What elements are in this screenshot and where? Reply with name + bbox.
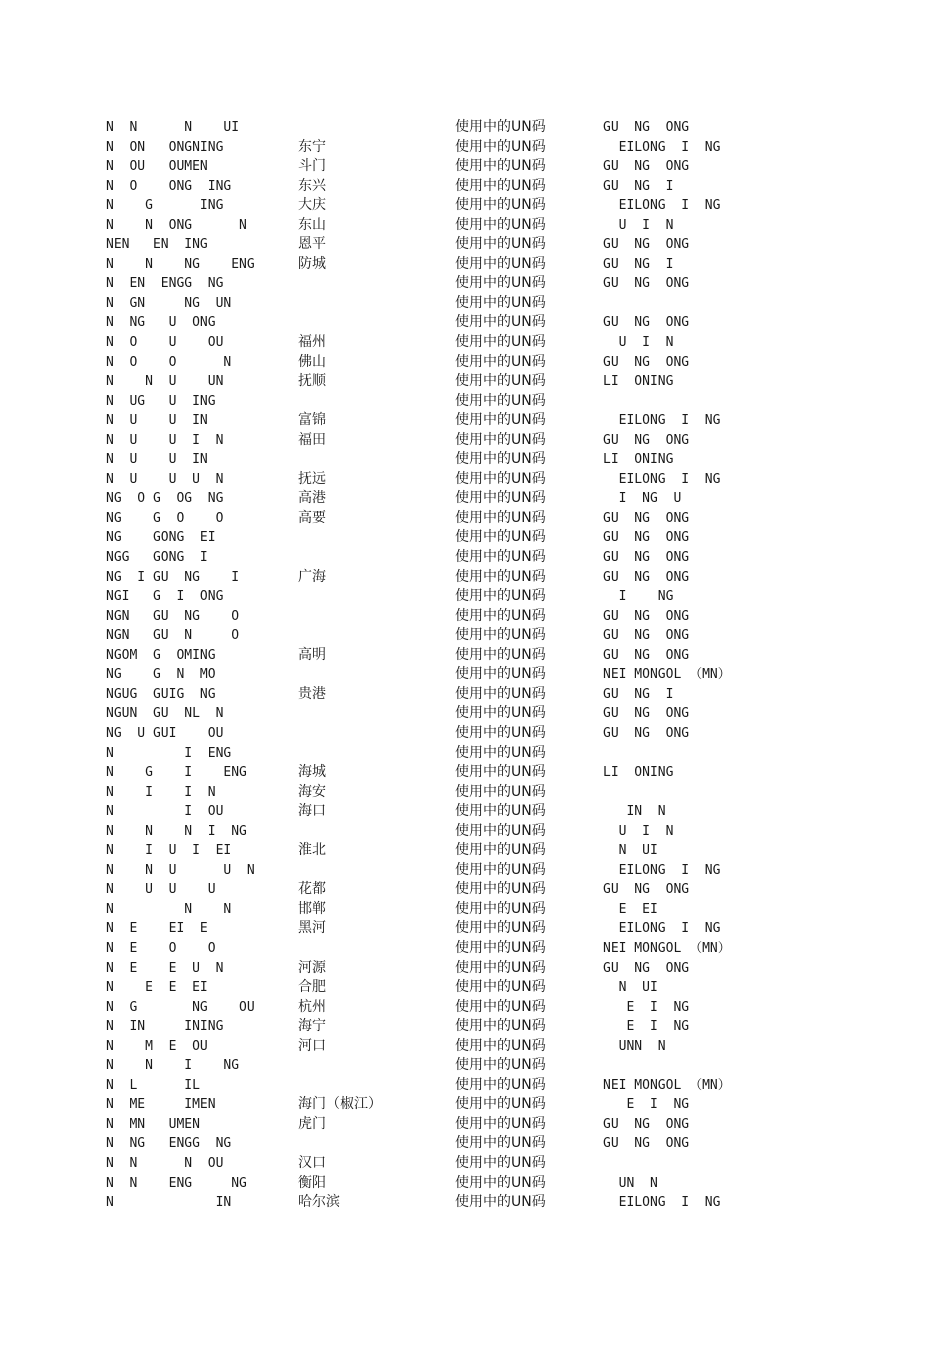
un-code-cell: N I I N: [106, 784, 216, 800]
status-cell: 使用中的UN码: [455, 470, 546, 487]
city-name-cell: 抚远: [298, 470, 326, 487]
province-cell: GU NG ONG: [603, 882, 690, 898]
table-row: [0, 431, 950, 451]
city-name-cell: 淮北: [298, 842, 326, 859]
un-code-cell: N E E U N: [106, 960, 224, 976]
un-code-cell: NG O G OG NG: [106, 491, 224, 507]
un-code-cell: N N N I NG: [106, 823, 247, 839]
un-code-cell: NG G N MO: [106, 667, 216, 683]
un-code-cell: N E E EI: [106, 980, 208, 996]
table-row: [0, 822, 950, 842]
province-cell: GU NG ONG: [603, 315, 690, 331]
city-name-cell: 海城: [298, 764, 326, 781]
table-row: [0, 665, 950, 685]
province-cell: GU NG ONG: [603, 159, 690, 175]
city-name-cell: 花都: [298, 881, 326, 898]
table-row: [0, 1134, 950, 1154]
un-code-cell: NGUN GU NL N: [106, 706, 224, 722]
status-cell: 使用中的UN码: [455, 451, 546, 468]
un-code-cell: N UG U ING: [106, 393, 216, 409]
un-code-cell: N GN NG UN: [106, 295, 232, 311]
un-code-cell: NGUG GUIG NG: [106, 686, 216, 702]
status-cell: 使用中的UN码: [455, 842, 546, 859]
un-code-cell: NGN GU N O: [106, 628, 240, 644]
status-cell: 使用中的UN码: [455, 373, 546, 390]
province-cell: EILONG I NG: [603, 139, 721, 155]
province-cell: I NG U: [603, 491, 682, 507]
province-cell: E I NG: [603, 999, 690, 1015]
status-cell: 使用中的UN码: [455, 568, 546, 585]
table-row: [0, 177, 950, 197]
table-row: [0, 626, 950, 646]
city-name-cell: 海安: [298, 783, 326, 800]
province-cell: GU NG ONG: [603, 120, 690, 135]
table-row: [0, 138, 950, 158]
status-cell: 使用中的UN码: [455, 627, 546, 644]
un-code-cell: N N U UN: [106, 374, 224, 390]
status-cell: 使用中的UN码: [455, 1096, 546, 1113]
table-row: [0, 333, 950, 353]
city-name-cell: 东兴: [298, 177, 326, 194]
status-cell: 使用中的UN码: [455, 392, 546, 409]
status-cell: 使用中的UN码: [455, 255, 546, 272]
city-name-cell: 贵港: [298, 685, 326, 702]
table-row: [0, 880, 950, 900]
city-name-cell: 大庆: [298, 197, 326, 214]
status-cell: 使用中的UN码: [455, 803, 546, 820]
province-cell: GU NG ONG: [603, 647, 690, 663]
province-cell: GU NG I: [603, 256, 674, 272]
status-cell: 使用中的UN码: [455, 900, 546, 917]
province-cell: EILONG I NG: [603, 471, 721, 487]
province-cell: GU NG ONG: [603, 608, 690, 624]
status-cell: 使用中的UN码: [455, 822, 546, 839]
city-name-cell: 汉口: [298, 1154, 326, 1171]
table-row: [0, 900, 950, 920]
un-code-cell: N G ING: [106, 198, 224, 214]
table-row: [0, 294, 950, 314]
status-cell: 使用中的UN码: [455, 275, 546, 292]
un-code-cell: NG G O O: [106, 510, 224, 526]
city-name-cell: 福田: [298, 431, 326, 448]
un-code-cell: N N N UI: [106, 120, 240, 135]
status-cell: 使用中的UN码: [455, 177, 546, 194]
un-code-cell: N E O O: [106, 940, 216, 956]
table-row: [0, 372, 950, 392]
city-name-cell: 抚顺: [298, 373, 326, 390]
table-row: [0, 216, 950, 236]
city-name-cell: 河源: [298, 959, 326, 976]
un-code-cell: N U U I N: [106, 432, 224, 448]
table-row: [0, 841, 950, 861]
table-row: [0, 1037, 950, 1057]
province-cell: GU NG I: [603, 178, 674, 194]
city-name-cell: 杭州: [298, 998, 326, 1015]
city-name-cell: 河口: [298, 1037, 326, 1054]
city-name-cell: 东山: [298, 216, 326, 233]
province-cell: GU NG ONG: [603, 276, 690, 292]
status-cell: 使用中的UN码: [455, 685, 546, 702]
status-cell: 使用中的UN码: [455, 314, 546, 331]
province-cell: GU NG ONG: [603, 706, 690, 722]
status-cell: 使用中的UN码: [455, 705, 546, 722]
table-row: [0, 1076, 950, 1096]
un-code-cell: NG I GU NG I: [106, 569, 240, 585]
table-row: [0, 313, 950, 333]
city-name-cell: 斗门: [298, 158, 326, 175]
province-cell: GU NG ONG: [603, 1136, 690, 1152]
status-cell: 使用中的UN码: [455, 334, 546, 351]
un-code-cell: NG GONG EI: [106, 530, 216, 546]
un-code-cell: N G I ENG: [106, 765, 247, 781]
province-cell: E I NG: [603, 1019, 690, 1035]
status-cell: 使用中的UN码: [455, 724, 546, 741]
status-cell: 使用中的UN码: [455, 764, 546, 781]
un-code-cell: NG U GUI OU: [106, 725, 224, 741]
un-code-cell: N O ONG ING: [106, 178, 232, 194]
province-cell: U I N: [603, 823, 674, 839]
un-code-cell: N U U IN: [106, 452, 208, 468]
table-row: [0, 744, 950, 764]
table-row: [0, 1056, 950, 1076]
city-name-cell: 海门（椒江）: [298, 1096, 382, 1113]
un-code-cell: N NG ENGG NG: [106, 1136, 232, 1152]
province-cell: EILONG I NG: [603, 1195, 721, 1211]
un-code-cell: N OU OUMEN: [106, 159, 208, 175]
un-code-cell: N N N: [106, 901, 232, 917]
un-code-cell: N IN INING: [106, 1019, 224, 1035]
un-code-cell: NGI G I ONG: [106, 589, 224, 605]
table-row: [0, 939, 950, 959]
status-cell: 使用中的UN码: [455, 1018, 546, 1035]
un-code-cell: N N U U N: [106, 862, 255, 878]
status-cell: 使用中的UN码: [455, 197, 546, 214]
table-row: [0, 470, 950, 490]
un-code-cell: N N N OU: [106, 1155, 224, 1171]
table-row: [0, 450, 950, 470]
table-row: [0, 724, 950, 744]
province-cell: GU NG ONG: [603, 237, 690, 253]
status-cell: 使用中的UN码: [455, 920, 546, 937]
table-row: [0, 783, 950, 803]
province-cell: GU NG ONG: [603, 510, 690, 526]
un-code-cell: N N ENG NG: [106, 1175, 247, 1191]
table-row: [0, 1174, 950, 1194]
province-cell: E EI: [603, 901, 658, 917]
province-cell: UN N: [603, 1175, 658, 1191]
status-cell: 使用中的UN码: [455, 1154, 546, 1171]
city-name-cell: 富锦: [298, 412, 326, 429]
province-cell: IN N: [603, 804, 666, 820]
table-row: [0, 587, 950, 607]
status-cell: 使用中的UN码: [455, 236, 546, 253]
province-cell: EILONG I NG: [603, 413, 721, 429]
status-cell: 使用中的UN码: [455, 158, 546, 175]
table-row: [0, 959, 950, 979]
status-cell: 使用中的UN码: [455, 939, 546, 956]
un-code-cell: N EN ENGG NG: [106, 276, 224, 292]
status-cell: 使用中的UN码: [455, 490, 546, 507]
table-row: [0, 392, 950, 412]
status-cell: 使用中的UN码: [455, 216, 546, 233]
province-cell: LI ONING: [603, 374, 674, 390]
city-name-cell: 邯郸: [298, 900, 326, 917]
table-row: [0, 978, 950, 998]
table-row: [0, 1095, 950, 1115]
table-row: [0, 1193, 950, 1213]
status-cell: 使用中的UN码: [455, 1115, 546, 1132]
un-code-cell: N U U U: [106, 882, 216, 898]
table-row: [0, 157, 950, 177]
status-cell: 使用中的UN码: [455, 979, 546, 996]
status-cell: 使用中的UN码: [455, 549, 546, 566]
province-cell: E I NG: [603, 1097, 690, 1113]
city-name-cell: 恩平: [298, 236, 326, 253]
un-code-cell: N ON ONGNING: [106, 139, 224, 155]
table-row: [0, 274, 950, 294]
un-code-cell: N I U I EI: [106, 843, 232, 859]
table-row: [0, 919, 950, 939]
table-row: [0, 255, 950, 275]
status-cell: 使用中的UN码: [455, 138, 546, 155]
city-name-cell: 哈尔滨: [298, 1194, 340, 1211]
province-cell: U I N: [603, 335, 674, 351]
city-name-cell: 东宁: [298, 138, 326, 155]
un-code-cell: N I ENG: [106, 745, 232, 761]
table-row: [0, 489, 950, 509]
province-cell: GU NG ONG: [603, 354, 690, 370]
province-cell: NEI MONGOL （MN）: [603, 667, 731, 683]
province-cell: GU NG ONG: [603, 530, 690, 546]
table-row: [0, 118, 950, 138]
un-code-cell: N O O N: [106, 354, 232, 370]
province-cell: EILONG I NG: [603, 921, 721, 937]
city-name-cell: 高港: [298, 490, 326, 507]
table-row: [0, 411, 950, 431]
un-code-cell: N U U IN: [106, 413, 208, 429]
province-cell: GU NG ONG: [603, 550, 690, 566]
table-row: [0, 509, 950, 529]
province-cell: GU NG ONG: [603, 432, 690, 448]
un-code-cell: N O U OU: [106, 335, 224, 351]
table-row: [0, 998, 950, 1018]
un-code-cell: N ME IMEN: [106, 1097, 216, 1113]
province-cell: N UI: [603, 980, 658, 996]
province-cell: U I N: [603, 217, 674, 233]
province-cell: GU NG ONG: [603, 569, 690, 585]
un-code-cell: N N ONG N: [106, 217, 247, 233]
status-cell: 使用中的UN码: [455, 861, 546, 878]
city-name-cell: 黑河: [298, 920, 326, 937]
table-row: [0, 1154, 950, 1174]
province-cell: I NG: [603, 589, 674, 605]
status-cell: 使用中的UN码: [455, 783, 546, 800]
table-row: [0, 548, 950, 568]
table-row: [0, 1017, 950, 1037]
un-code-cell: N L IL: [106, 1077, 200, 1093]
city-name-cell: 福州: [298, 334, 326, 351]
province-cell: GU NG ONG: [603, 960, 690, 976]
status-cell: 使用中的UN码: [455, 1174, 546, 1191]
un-code-table: [0, 118, 950, 1213]
table-row: [0, 196, 950, 216]
status-cell: 使用中的UN码: [455, 666, 546, 683]
table-row: [0, 235, 950, 255]
table-row: [0, 353, 950, 373]
un-code-cell: NGOM G OMING: [106, 647, 216, 663]
table-row: [0, 568, 950, 588]
table-row: [0, 528, 950, 548]
status-cell: 使用中的UN码: [455, 1076, 546, 1093]
status-cell: 使用中的UN码: [455, 1057, 546, 1074]
city-name-cell: 海口: [298, 803, 326, 820]
table-row: [0, 685, 950, 705]
status-cell: 使用中的UN码: [455, 1135, 546, 1152]
status-cell: 使用中的UN码: [455, 607, 546, 624]
status-cell: 使用中的UN码: [455, 412, 546, 429]
un-code-cell: NEN EN ING: [106, 237, 208, 253]
status-cell: 使用中的UN码: [455, 646, 546, 663]
province-cell: GU NG ONG: [603, 628, 690, 644]
city-name-cell: 高要: [298, 509, 326, 526]
un-code-cell: N N I NG: [106, 1058, 240, 1074]
city-name-cell: 佛山: [298, 353, 326, 370]
un-code-cell: N N NG ENG: [106, 256, 255, 272]
un-code-cell: N G NG OU: [106, 999, 255, 1015]
city-name-cell: 衡阳: [298, 1174, 326, 1191]
un-code-cell: N NG U ONG: [106, 315, 216, 331]
city-name-cell: 海宁: [298, 1018, 326, 1035]
status-cell: 使用中的UN码: [455, 881, 546, 898]
city-name-cell: 合肥: [298, 979, 326, 996]
status-cell: 使用中的UN码: [455, 509, 546, 526]
un-code-cell: NGG GONG I: [106, 550, 208, 566]
status-cell: 使用中的UN码: [455, 744, 546, 761]
un-code-cell: N E EI E: [106, 921, 208, 937]
province-cell: LI ONING: [603, 452, 674, 468]
table-row: [0, 802, 950, 822]
table-row: [0, 704, 950, 724]
un-code-cell: NGN GU NG O: [106, 608, 240, 624]
city-name-cell: 广海: [298, 568, 326, 585]
un-code-cell: N M E OU: [106, 1038, 208, 1054]
table-row: [0, 646, 950, 666]
province-cell: NEI MONGOL （MN）: [603, 940, 731, 956]
status-cell: 使用中的UN码: [455, 1037, 546, 1054]
table-row: [0, 607, 950, 627]
province-cell: NEI MONGOL （MN）: [603, 1077, 731, 1093]
status-cell: 使用中的UN码: [455, 353, 546, 370]
city-name-cell: 防城: [298, 255, 326, 272]
un-code-cell: N IN: [106, 1195, 232, 1211]
un-code-cell: N I OU: [106, 804, 224, 820]
status-cell: 使用中的UN码: [455, 431, 546, 448]
province-cell: EILONG I NG: [603, 862, 721, 878]
table-row: [0, 1115, 950, 1135]
city-name-cell: 虎门: [298, 1115, 326, 1132]
status-cell: 使用中的UN码: [455, 119, 546, 135]
un-code-cell: N U U U N: [106, 471, 224, 487]
table-row: [0, 861, 950, 881]
province-cell: GU NG I: [603, 686, 674, 702]
status-cell: 使用中的UN码: [455, 1194, 546, 1211]
province-cell: N UI: [603, 843, 658, 859]
status-cell: 使用中的UN码: [455, 294, 546, 311]
status-cell: 使用中的UN码: [455, 588, 546, 605]
status-cell: 使用中的UN码: [455, 529, 546, 546]
city-name-cell: 高明: [298, 646, 326, 663]
province-cell: GU NG ONG: [603, 725, 690, 741]
status-cell: 使用中的UN码: [455, 998, 546, 1015]
un-code-cell: N MN UMEN: [106, 1116, 200, 1132]
province-cell: EILONG I NG: [603, 198, 721, 214]
status-cell: 使用中的UN码: [455, 959, 546, 976]
province-cell: GU NG ONG: [603, 1116, 690, 1132]
province-cell: UNN N: [603, 1038, 666, 1054]
table-row: [0, 763, 950, 783]
province-cell: LI ONING: [603, 765, 674, 781]
